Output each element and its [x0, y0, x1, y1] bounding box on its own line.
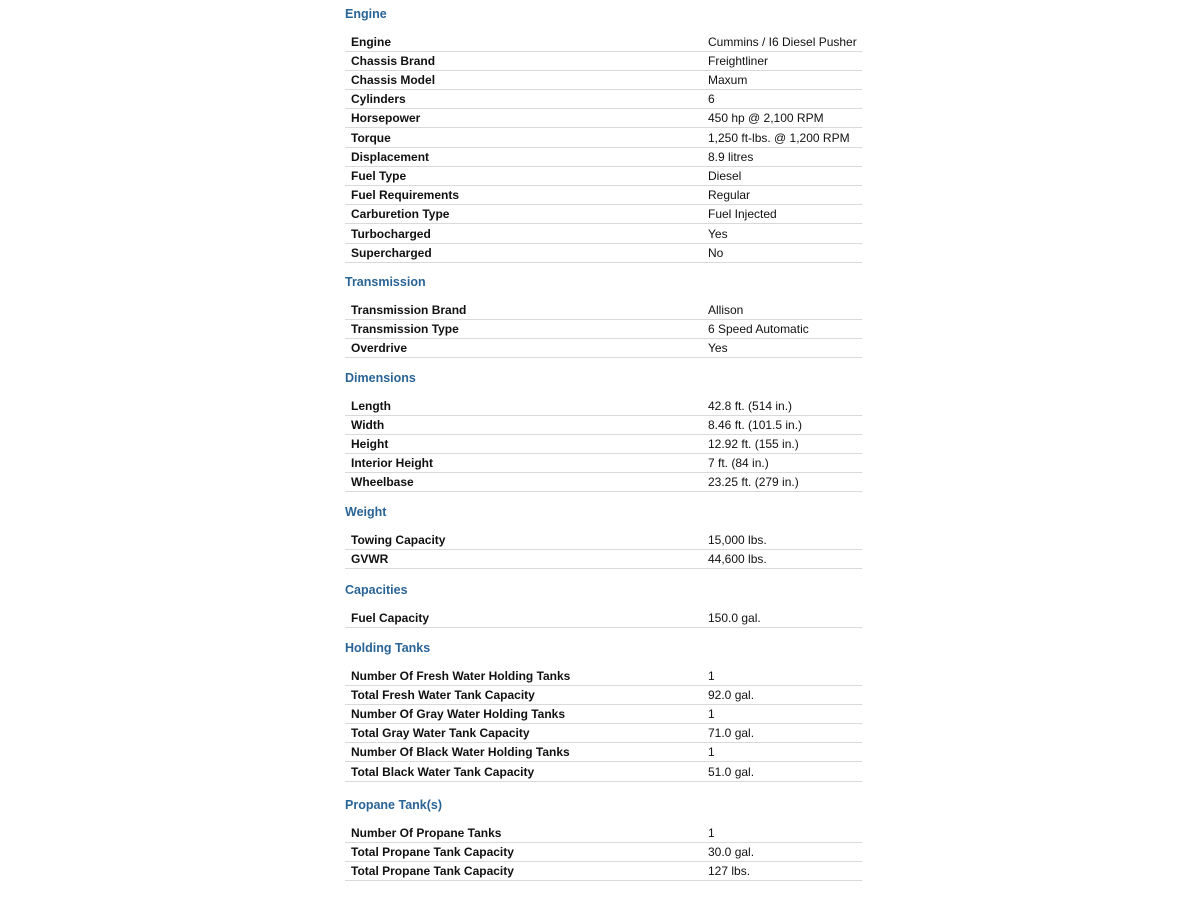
spec-value: Allison: [708, 300, 862, 319]
spec-value: 1: [708, 666, 862, 685]
spec-value: 1: [708, 823, 862, 842]
table-row: [345, 454, 862, 473]
spec-section: [345, 581, 862, 628]
spec-value: 30.0 gal.: [708, 842, 862, 861]
spec-label: Supercharged: [345, 243, 708, 262]
spec-label: Interior Height: [345, 454, 708, 473]
spec-label: Width: [345, 415, 708, 434]
table-row: [345, 70, 862, 89]
spec-label: GVWR: [345, 549, 708, 568]
spec-label: Fuel Capacity: [345, 608, 708, 627]
spec-label: Chassis Brand: [345, 51, 708, 70]
spec-label: Total Propane Tank Capacity: [345, 842, 708, 861]
spec-label: Carburetion Type: [345, 205, 708, 224]
section-title: Weight: [345, 505, 387, 519]
spec-label: Fuel Requirements: [345, 186, 708, 205]
spec-label: Length: [345, 396, 708, 415]
spec-value: Maxum: [708, 70, 862, 89]
spec-section: [345, 5, 862, 263]
table-row: [345, 704, 862, 723]
spec-table: [345, 530, 862, 569]
table-row: [345, 434, 862, 453]
section-title: Propane Tank(s): [345, 798, 443, 812]
spec-section: [345, 369, 862, 492]
spec-label: Total Gray Water Tank Capacity: [345, 724, 708, 743]
spec-value: 42.8 ft. (514 in.): [708, 396, 862, 415]
spec-value: 7 ft. (84 in.): [708, 454, 862, 473]
spec-label: Towing Capacity: [345, 530, 708, 549]
table-row: [345, 724, 862, 743]
spec-label: Transmission Type: [345, 319, 708, 338]
spec-section: [345, 273, 862, 358]
spec-label: Overdrive: [345, 338, 708, 357]
table-row: [345, 842, 862, 861]
spec-value: 450 hp @ 2,100 RPM: [708, 109, 862, 128]
spec-value: 6 Speed Automatic: [708, 319, 862, 338]
table-row: [345, 823, 862, 842]
table-row: [345, 51, 862, 70]
table-row: [345, 166, 862, 185]
spec-table: [345, 396, 862, 492]
spec-label: Total Black Water Tank Capacity: [345, 762, 708, 781]
spec-table: [345, 666, 862, 782]
table-row: [345, 128, 862, 147]
table-row: [345, 666, 862, 685]
table-row: [345, 90, 862, 109]
spec-label: Transmission Brand: [345, 300, 708, 319]
spec-label: Horsepower: [345, 109, 708, 128]
table-row: [345, 530, 862, 549]
table-row: [345, 205, 862, 224]
spec-value: 12.92 ft. (155 in.): [708, 434, 862, 453]
spec-section: [345, 639, 862, 782]
spec-value: 71.0 gal.: [708, 724, 862, 743]
table-row: [345, 32, 862, 51]
table-row: [345, 685, 862, 704]
spec-value: Yes: [708, 224, 862, 243]
table-row: [345, 415, 862, 434]
spec-label: Displacement: [345, 147, 708, 166]
table-row: [345, 319, 862, 338]
spec-value: Cummins / I6 Diesel Pusher: [708, 32, 862, 51]
spec-label: Number Of Gray Water Holding Tanks: [345, 704, 708, 723]
section-title: Capacities: [345, 583, 408, 597]
section-title: Holding Tanks: [345, 641, 431, 655]
table-row: [345, 338, 862, 357]
spec-label: Number Of Fresh Water Holding Tanks: [345, 666, 708, 685]
section-title: Dimensions: [345, 371, 416, 385]
spec-value: 6: [708, 90, 862, 109]
spec-value: 127 lbs.: [708, 861, 862, 880]
spec-table: [345, 608, 862, 628]
table-row: [345, 549, 862, 568]
spec-label: Height: [345, 434, 708, 453]
table-row: [345, 743, 862, 762]
spec-value: 1: [708, 743, 862, 762]
table-row: [345, 473, 862, 492]
table-row: [345, 762, 862, 781]
spec-value: 23.25 ft. (279 in.): [708, 473, 862, 492]
spec-value: Diesel: [708, 166, 862, 185]
spec-value: 8.9 litres: [708, 147, 862, 166]
spec-label: Number Of Propane Tanks: [345, 823, 708, 842]
spec-value: 92.0 gal.: [708, 685, 862, 704]
spec-label: Engine: [345, 32, 708, 51]
spec-table: [345, 823, 862, 881]
spec-label: Total Propane Tank Capacity: [345, 861, 708, 880]
table-row: [345, 608, 862, 627]
spec-value: 1: [708, 704, 862, 723]
spec-label: Turbocharged: [345, 224, 708, 243]
spec-value: Freightliner: [708, 51, 862, 70]
spec-label: Number Of Black Water Holding Tanks: [345, 743, 708, 762]
section-title: Engine: [345, 7, 387, 21]
table-row: [345, 186, 862, 205]
section-title: Transmission: [345, 275, 426, 289]
spec-label: Fuel Type: [345, 166, 708, 185]
spec-value: Regular: [708, 186, 862, 205]
spec-value: 51.0 gal.: [708, 762, 862, 781]
table-row: [345, 396, 862, 415]
spec-value: 1,250 ft-lbs. @ 1,200 RPM: [708, 128, 862, 147]
table-row: [345, 147, 862, 166]
spec-value: 150.0 gal.: [708, 608, 862, 627]
spec-table: [345, 32, 862, 263]
spec-label: Wheelbase: [345, 473, 708, 492]
spec-label: Total Fresh Water Tank Capacity: [345, 685, 708, 704]
spec-table: [345, 300, 862, 358]
spec-value: Yes: [708, 338, 862, 357]
spec-label: Torque: [345, 128, 708, 147]
table-row: [345, 224, 862, 243]
spec-section: [345, 503, 862, 569]
spec-label: Cylinders: [345, 90, 708, 109]
spec-value: 44,600 lbs.: [708, 549, 862, 568]
table-row: [345, 109, 862, 128]
table-row: [345, 300, 862, 319]
spec-value: Fuel Injected: [708, 205, 862, 224]
table-row: [345, 243, 862, 262]
spec-section: [345, 796, 862, 881]
spec-label: Chassis Model: [345, 70, 708, 89]
spec-value: 15,000 lbs.: [708, 530, 862, 549]
table-row: [345, 861, 862, 880]
spec-value: 8.46 ft. (101.5 in.): [708, 415, 862, 434]
spec-value: No: [708, 243, 862, 262]
